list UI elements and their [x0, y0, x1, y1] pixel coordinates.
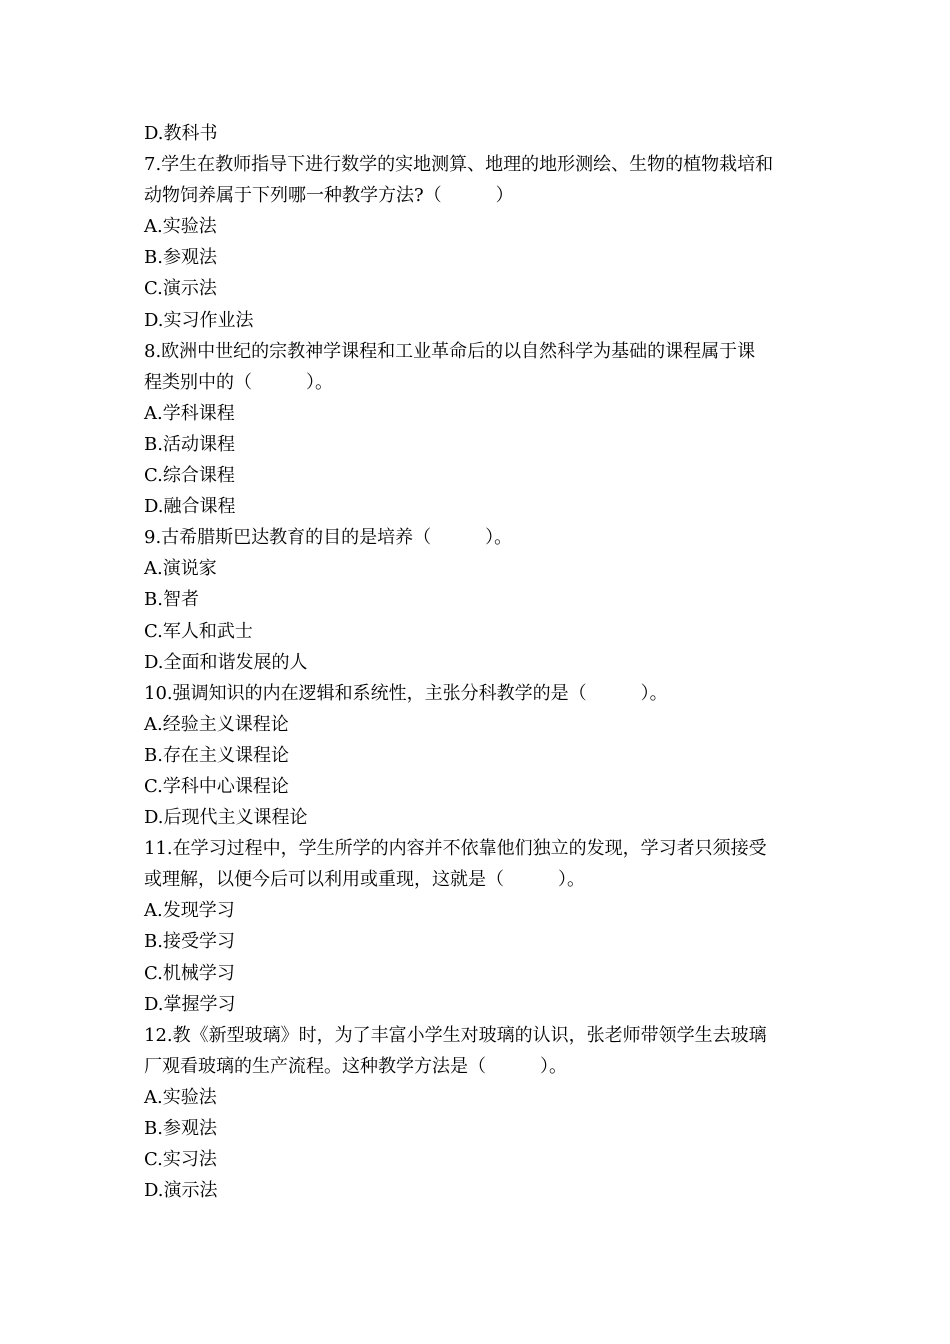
document-content	[144, 118, 814, 1206]
option-text: C.机械学习	[144, 962, 235, 984]
question-stem-line: 厂观看玻璃的生产流程。这种教学方法是（ ）。	[144, 1055, 567, 1077]
option-text: A.实验法	[144, 1086, 217, 1108]
option-text: D.全面和谐发展的人	[144, 651, 308, 673]
option-text: D.后现代主义课程论	[144, 807, 308, 829]
question-stem-line: 12.教《新型玻璃》时，为了丰富小学生对玻璃的认识，张老师带领学生去玻璃	[144, 1024, 767, 1046]
question-12	[144, 1020, 814, 1207]
option-text: C.演示法	[144, 278, 217, 300]
option-text: D.掌握学习	[144, 993, 236, 1015]
question-7	[144, 149, 814, 336]
question-9	[144, 522, 814, 677]
question-11	[144, 833, 814, 1020]
option-text: A.经验主义课程论	[144, 713, 289, 735]
option-text: A.演说家	[144, 558, 217, 580]
option-text: D.融合课程	[144, 496, 236, 518]
option-text: C.学科中心课程论	[144, 775, 289, 797]
question-stem-line: 或理解，以便今后可以利用或重现，这就是（ ）。	[144, 869, 585, 891]
option-text: A.发现学习	[144, 900, 235, 922]
option-text: B.存在主义课程论	[144, 744, 289, 766]
question-8	[144, 336, 814, 523]
question-stem-line: 9.古希腊斯巴达教育的目的是培养（ ）。	[144, 527, 513, 549]
option-text: D.演示法	[144, 1180, 218, 1202]
question-10	[144, 678, 814, 833]
option-text: D.实习作业法	[144, 309, 254, 331]
question-stem-line: 8.欧洲中世纪的宗教神学课程和工业革命后的以自然科学为基础的课程属于课	[144, 340, 756, 362]
option-text: B.参观法	[144, 1118, 217, 1139]
option-text: B.活动课程	[144, 433, 235, 455]
option-text: B.参观法	[144, 247, 217, 269]
option-text: C.军人和武士	[144, 620, 253, 642]
option-text: D.教科书	[144, 123, 218, 144]
question-stem-line: 程类别中的（ ）。	[144, 371, 333, 393]
option-text: A.实验法	[144, 216, 217, 238]
question-stem-line: 动物饲养属于下列哪一种教学方法?（ ）	[144, 185, 514, 207]
option-text: B.智者	[144, 589, 199, 611]
option-text: B.接受学习	[144, 931, 235, 953]
option-text: C.综合课程	[144, 465, 235, 487]
option-text: C.实习法	[144, 1149, 217, 1171]
question-stem-line: 7.学生在教师指导下进行数学的实地测算、地理的地形测绘、生物的植物栽培和	[144, 154, 774, 176]
option-text: A.学科课程	[144, 402, 235, 424]
question-stem-line: 11.在学习过程中，学生所学的内容并不依靠他们独立的发现，学习者只须接受	[144, 838, 767, 860]
question-stem-line: 10.强调知识的内在逻辑和系统性，主张分科教学的是（ ）。	[144, 682, 668, 704]
